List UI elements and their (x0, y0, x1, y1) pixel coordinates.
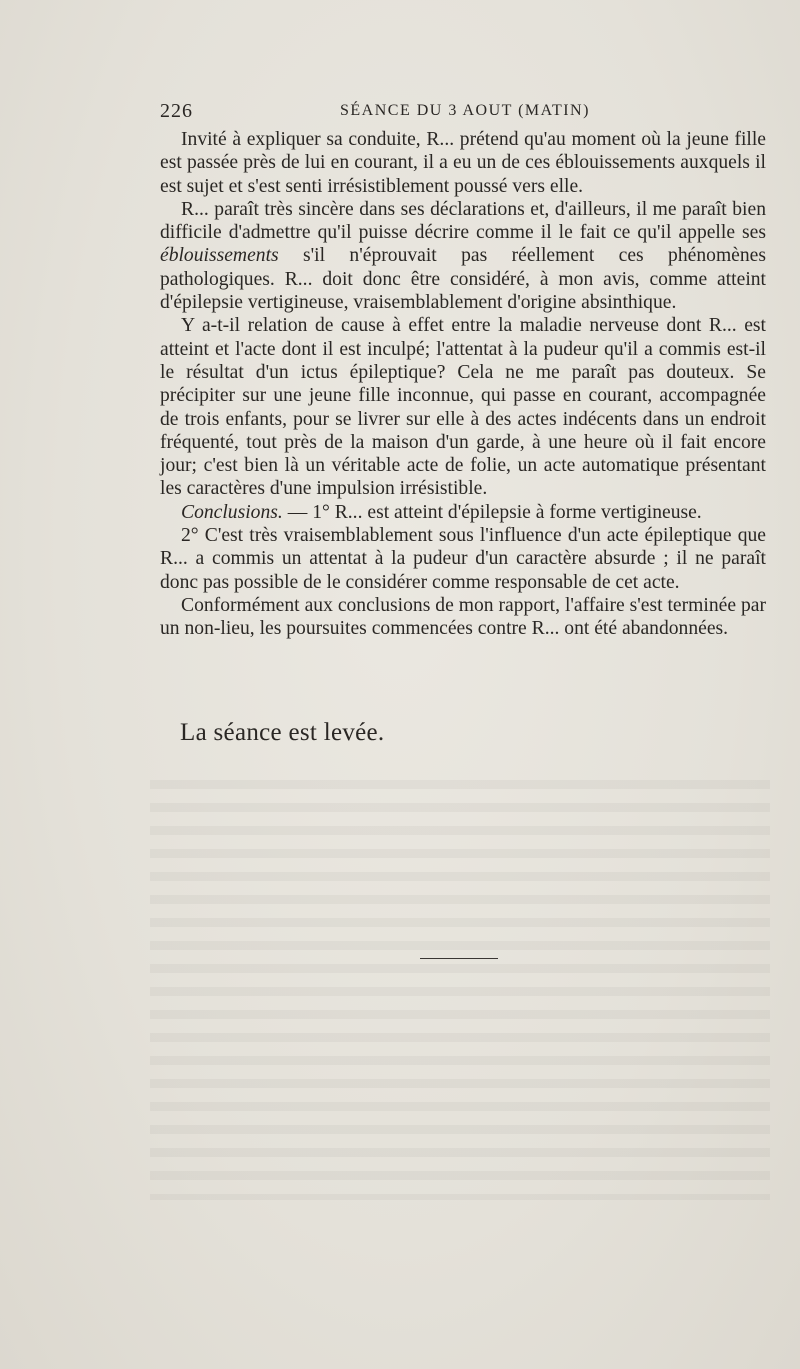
page-header (160, 100, 766, 124)
page-number: 226 (160, 100, 193, 122)
paragraph (160, 524, 766, 594)
body-text (160, 128, 766, 641)
conclusions-paragraph (160, 501, 766, 524)
paragraph-text: Y a-t-il relation de cause à effet entre la maladie nerveuse dont R... est atteint et l'acte dont il est inculpé; l'attentat à la pudeur qu'il a commis est-il le résultat d'un ictus épileptique? Cela ne me paraît pas douteux. Se précipiter sur une jeune fille inconnue, qui passe en courant, accompagnée de trois enfants, pour se livrer sur elle à des actes indécents dans un endroit fréquenté, tout près de la maison d'un garde, à une heure où il fait encore jour; c'est bien là un véritable acte de folie, un acte automatique présentant les caractères d'une impulsion irrésistible. (160, 315, 766, 500)
section-rule (420, 958, 498, 959)
paragraph (160, 198, 766, 314)
paragraph (160, 594, 766, 641)
emphasized-term: éblouissements (160, 245, 279, 267)
conclusions-label: Conclusions. (181, 501, 283, 523)
paragraph-text: — 1° R... est atteint d'épilepsie à forme vertigineuse. (282, 501, 702, 523)
show-through-texture (150, 780, 770, 1200)
paragraph-text: 2° C'est très vraisemblablement sous l'influence d'un acte épileptique que R... a commis un attentat à la pudeur d'un caractère absurde ; il ne paraît donc pas possible de le considérer comme responsable de cet acte. (160, 525, 766, 593)
closing-line: La séance est levée. (180, 719, 385, 746)
paragraph-text: s'il n'éprouvait pas réellement ces phénomènes pathologiques. R... doit donc être considéré, à mon avis, comme atteint d'épilepsie vertigineuse, vraisemblablement d'origine absinthique. (160, 245, 766, 314)
paragraph-text: Invité à expliquer sa conduite, R... prétend qu'au moment où la jeune fille est passée près de lui en courant, il a eu un de ces éblouissements auxquels il est sujet et s'est senti irrésistiblement poussé vers elle. (160, 129, 766, 197)
paragraph-text: R... paraît très sincère dans ses déclarations et, d'ailleurs, il me paraît bien difficile d'admettre qu'il puisse décrire comme il le fait ce qu'il appelle ses (160, 198, 766, 244)
paragraph (160, 314, 766, 500)
paragraph-text: Conformément aux conclusions de mon rapport, l'affaire s'est terminée par un non-lieu, les poursuites commencées contre R... ont été abandonnées. (160, 594, 766, 640)
running-head: SÉANCE DU 3 AOUT (MATIN) (340, 102, 590, 119)
paragraph (160, 128, 766, 198)
